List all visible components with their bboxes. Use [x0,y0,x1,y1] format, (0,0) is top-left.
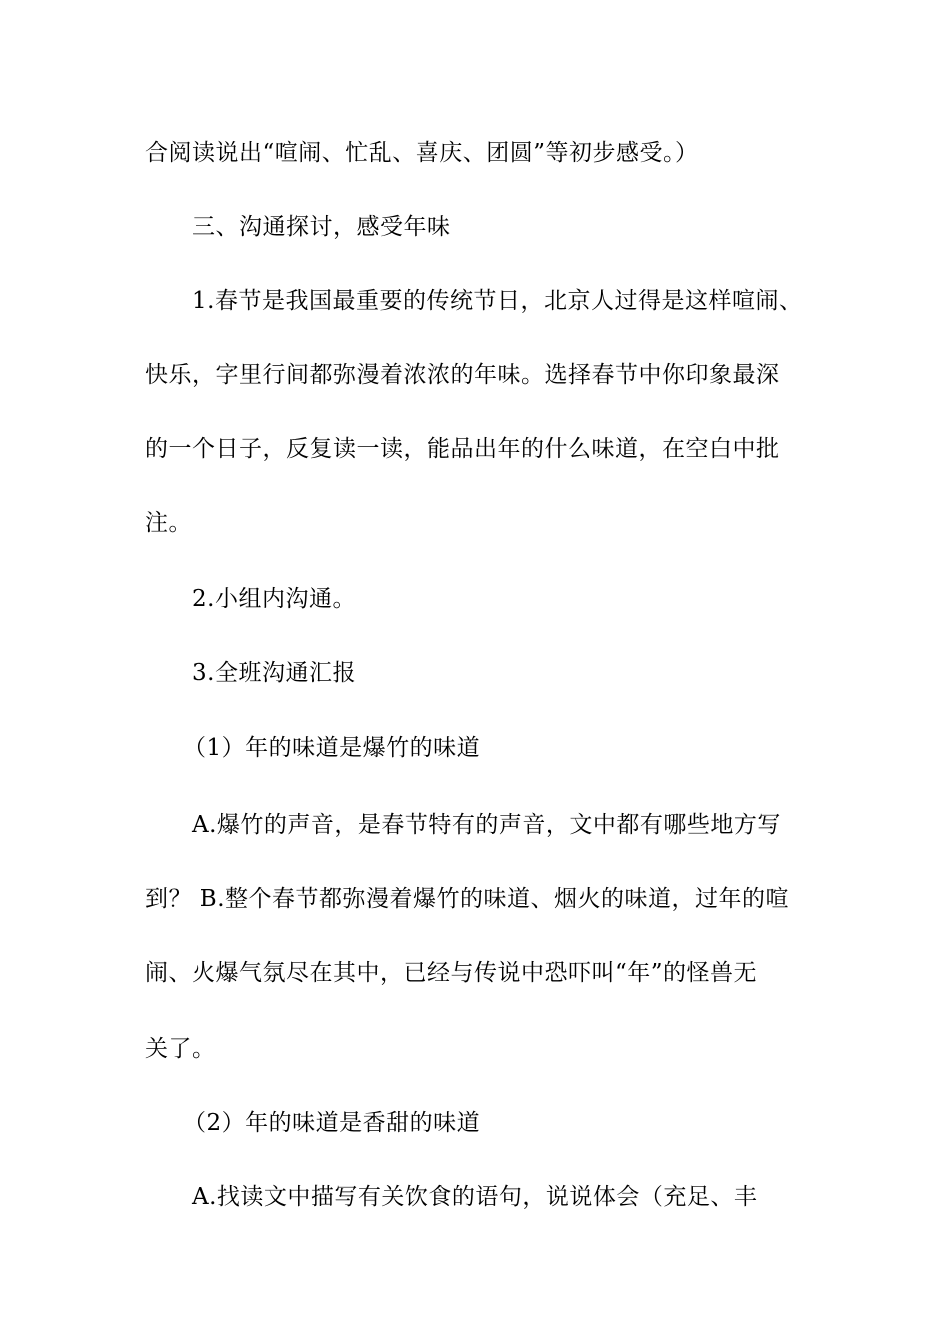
paragraph-line: 闹、火爆气氛尽在其中，已经与传说中恐吓叫“年”的怪兽无 [145,960,758,986]
paragraph-line: 快乐，字里行间都弥漫着浓浓的年味。选择春节中你印象最深 [145,362,780,388]
paragraph-line: A.爆竹的声音，是春节特有的声音，文中都有哪些地方写 [192,812,781,838]
subheading: （2）年的味道是香甜的味道 [183,1110,481,1136]
paragraph-line: 到？ B.整个春节都弥漫着爆竹的味道、烟火的味道，过年的喧 [145,886,790,912]
subheading: （1）年的味道是爆竹的味道 [183,735,481,761]
paragraph-line: 2.小组内沟通。 [192,586,356,612]
paragraph-line: A.找读文中描写有关饮食的语句，说说体会（充足、丰 [192,1184,758,1210]
paragraph-line: 3.全班沟通汇报 [192,660,356,686]
paragraph-line: 1.春节是我国最重要的传统节日，北京人过得是这样喧闹、 [192,288,803,314]
text-line: 合阅读说出“喧闹、忙乱、喜庆、团圆”等初步感受。） [145,140,699,166]
paragraph-line: 关了。 [145,1036,216,1062]
paragraph-line: 注。 [145,510,192,536]
paragraph-line: 的一个日子，反复读一读，能品出年的什么味道，在空白中批 [145,436,780,462]
section-heading: 三、沟通探讨，感受年味 [192,214,451,240]
